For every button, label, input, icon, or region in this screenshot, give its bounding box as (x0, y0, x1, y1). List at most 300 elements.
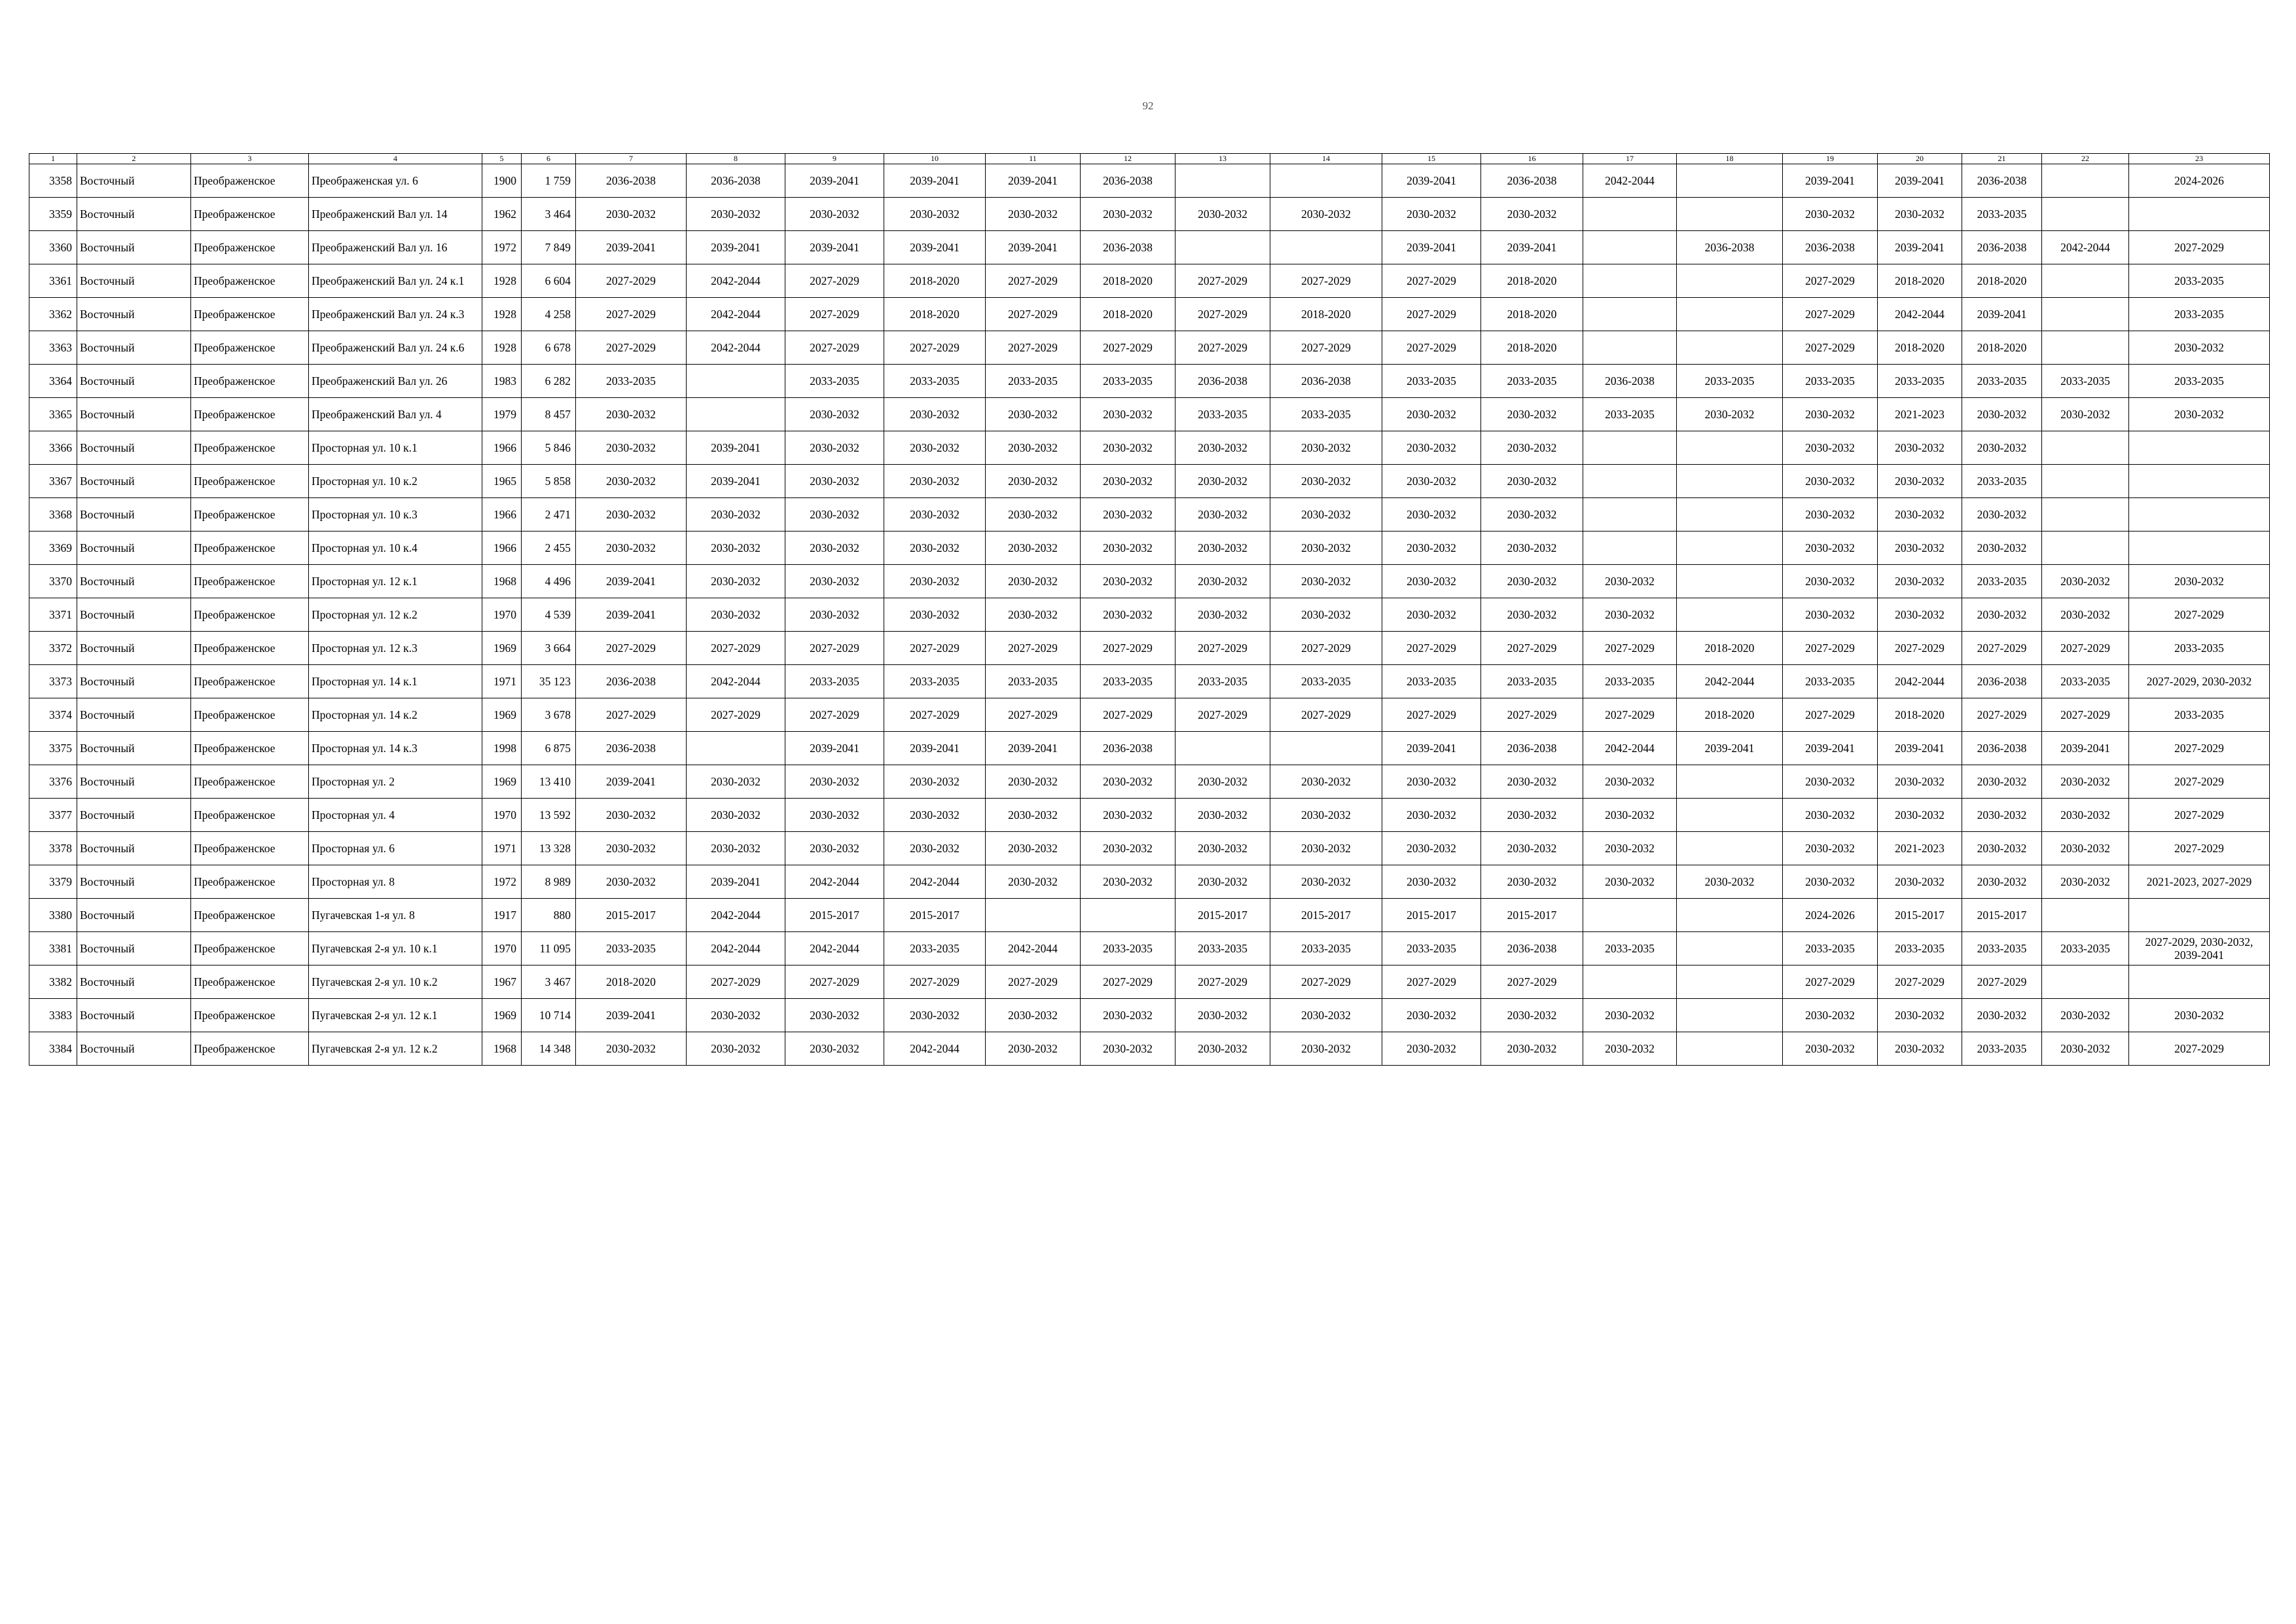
repair-period-cell: 2030-2032 (1481, 498, 1583, 532)
repair-period-cell: 2027-2029 (2129, 765, 2270, 799)
repair-period-cell: 2030-2032 (1481, 198, 1583, 231)
repair-period-cell (1677, 832, 1783, 865)
repair-period-cell: 2036-2038 (1962, 164, 2042, 198)
repair-period-cell: 2027-2029 (2129, 799, 2270, 832)
repair-period-cell: 2027-2029 (576, 331, 687, 365)
repair-period-cell: 2039-2041 (2042, 732, 2129, 765)
area-cell: 35 123 (522, 665, 576, 698)
repair-period-cell: 2036-2038 (687, 164, 785, 198)
area-cell: 14 348 (522, 1032, 576, 1066)
repair-period-cell: 2039-2041 (687, 431, 785, 465)
repair-period-cell: 2027-2029 (986, 298, 1081, 331)
repair-period-cell: 2030-2032 (1270, 1032, 1382, 1066)
address-cell: Преображенский Вал ул. 24 к.3 (309, 298, 482, 331)
okrug-cell: Восточный (77, 565, 191, 598)
repair-period-cell: 2027-2029 (1783, 264, 1878, 298)
repair-period-cell: 2036-2038 (1962, 665, 2042, 698)
repair-period-cell: 2030-2032 (884, 198, 986, 231)
repair-period-cell (1677, 532, 1783, 565)
repair-period-cell: 2030-2032 (2129, 999, 2270, 1032)
repair-period-cell: 2027-2029 (1175, 698, 1270, 732)
repair-period-cell: 2030-2032 (1481, 865, 1583, 899)
district-cell: Преображенское (191, 799, 309, 832)
repair-period-cell: 2030-2032 (1878, 765, 1962, 799)
table-row (29, 965, 2270, 999)
repair-period-cell: 2018-2020 (1677, 632, 1783, 665)
repair-period-cell (1583, 331, 1677, 365)
repair-period-cell: 2033-2035 (1783, 932, 1878, 965)
repair-period-cell: 2030-2032 (1783, 598, 1878, 632)
row-number-cell: 3377 (29, 799, 77, 832)
repair-period-cell: 2036-2038 (1481, 164, 1583, 198)
area-cell: 2 471 (522, 498, 576, 532)
repair-period-cell (1081, 899, 1175, 932)
build-year-cell: 1966 (482, 532, 522, 565)
repair-period-cell (986, 899, 1081, 932)
area-cell: 8 989 (522, 865, 576, 899)
repair-period-cell: 2030-2032 (1081, 799, 1175, 832)
repair-period-cell: 2030-2032 (1583, 865, 1677, 899)
repair-period-cell (1583, 899, 1677, 932)
okrug-cell: Восточный (77, 498, 191, 532)
area-cell: 4 539 (522, 598, 576, 632)
repair-period-cell: 2042-2044 (687, 665, 785, 698)
repair-period-cell: 2027-2029 (1962, 698, 2042, 732)
repair-period-cell (1677, 298, 1783, 331)
build-year-cell: 1970 (482, 598, 522, 632)
district-cell: Преображенское (191, 465, 309, 498)
repair-period-cell: 2027-2029 (1175, 632, 1270, 665)
district-cell: Преображенское (191, 598, 309, 632)
repair-period-cell: 2033-2035 (785, 665, 884, 698)
address-cell: Пугачевская 2-я ул. 10 к.1 (309, 932, 482, 965)
repair-period-cell: 2030-2032 (2042, 765, 2129, 799)
repair-period-cell: 2018-2020 (1081, 298, 1175, 331)
table-row (29, 632, 2270, 665)
repair-period-cell: 2027-2029 (785, 965, 884, 999)
repair-period-cell: 2030-2032 (2129, 398, 2270, 431)
repair-period-cell: 2027-2029 (884, 632, 986, 665)
repair-period-cell (1677, 598, 1783, 632)
area-cell: 6 678 (522, 331, 576, 365)
repair-period-cell: 2030-2032 (1783, 198, 1878, 231)
repair-period-cell: 2030-2032 (986, 832, 1081, 865)
repair-period-cell: 2033-2035 (1878, 932, 1962, 965)
table-row (29, 565, 2270, 598)
row-number-cell: 3359 (29, 198, 77, 231)
repair-period-cell: 2030-2032 (1270, 799, 1382, 832)
area-cell: 13 410 (522, 765, 576, 799)
repair-period-cell: 2033-2035 (1962, 465, 2042, 498)
repair-period-cell: 2033-2035 (1878, 365, 1962, 398)
repair-period-cell: 2039-2041 (785, 732, 884, 765)
repair-period-cell: 2030-2032 (785, 431, 884, 465)
repair-period-cell (1175, 164, 1270, 198)
repair-period-cell: 2030-2032 (884, 565, 986, 598)
district-cell: Преображенское (191, 1032, 309, 1066)
repair-period-cell: 2042-2044 (687, 264, 785, 298)
repair-period-cell: 2027-2029 (2129, 1032, 2270, 1066)
repair-period-cell: 2039-2041 (576, 598, 687, 632)
repair-period-cell: 2027-2029 (2129, 732, 2270, 765)
repair-period-cell (2042, 431, 2129, 465)
build-year-cell: 1969 (482, 698, 522, 732)
table-row (29, 1032, 2270, 1066)
row-number-cell: 3371 (29, 598, 77, 632)
repair-period-cell: 2027-2029 (884, 331, 986, 365)
repair-period-cell: 2033-2035 (576, 932, 687, 965)
repair-period-cell: 2015-2017 (1175, 899, 1270, 932)
repair-period-cell: 2027-2029 (1583, 632, 1677, 665)
repair-period-cell: 2033-2035 (1270, 665, 1382, 698)
repair-period-cell: 2015-2017 (884, 899, 986, 932)
address-cell: Просторная ул. 12 к.3 (309, 632, 482, 665)
repair-period-cell: 2030-2032 (785, 598, 884, 632)
repair-period-cell: 2039-2041 (785, 164, 884, 198)
district-cell: Преображенское (191, 365, 309, 398)
repair-period-cell: 2030-2032 (1481, 532, 1583, 565)
okrug-cell: Восточный (77, 899, 191, 932)
repair-period-cell: 2027-2029 (687, 632, 785, 665)
row-number-cell: 3383 (29, 999, 77, 1032)
repair-period-cell: 2036-2038 (1962, 231, 2042, 264)
address-cell: Просторная ул. 14 к.3 (309, 732, 482, 765)
schedule-table (29, 153, 2270, 1066)
repair-period-cell: 2027-2029 (785, 698, 884, 732)
repair-period-cell: 2030-2032 (1878, 498, 1962, 532)
repair-period-cell: 2030-2032 (1783, 765, 1878, 799)
district-cell: Преображенское (191, 665, 309, 698)
repair-period-cell: 2021-2023, 2027-2029 (2129, 865, 2270, 899)
table-row (29, 231, 2270, 264)
address-cell: Просторная ул. 14 к.1 (309, 665, 482, 698)
repair-period-cell: 2027-2029 (1270, 331, 1382, 365)
repair-period-cell (2129, 965, 2270, 999)
repair-period-cell (1677, 1032, 1783, 1066)
area-cell: 13 328 (522, 832, 576, 865)
repair-period-cell: 2030-2032 (785, 799, 884, 832)
repair-period-cell (1583, 498, 1677, 532)
repair-period-cell: 2030-2032 (687, 565, 785, 598)
repair-period-cell: 2027-2029 (1175, 965, 1270, 999)
table-row (29, 365, 2270, 398)
repair-period-cell (1677, 264, 1783, 298)
row-number-cell: 3384 (29, 1032, 77, 1066)
repair-period-cell: 2030-2032 (1962, 398, 2042, 431)
repair-period-cell: 2030-2032 (576, 532, 687, 565)
repair-period-cell: 2030-2032 (1270, 431, 1382, 465)
repair-period-cell: 2030-2032 (1382, 398, 1481, 431)
repair-period-cell: 2030-2032 (1783, 465, 1878, 498)
build-year-cell: 1983 (482, 365, 522, 398)
repair-period-cell: 2030-2032 (1783, 398, 1878, 431)
repair-period-cell: 2039-2041 (884, 164, 986, 198)
repair-period-cell (1677, 899, 1783, 932)
repair-period-cell: 2018-2020 (576, 965, 687, 999)
repair-period-cell (2129, 465, 2270, 498)
district-cell: Преображенское (191, 431, 309, 465)
repair-period-cell (2042, 965, 2129, 999)
repair-period-cell: 2030-2032 (2129, 565, 2270, 598)
repair-period-cell: 2039-2041 (986, 732, 1081, 765)
repair-period-cell: 2030-2032 (687, 498, 785, 532)
repair-period-cell: 2039-2041 (1783, 164, 1878, 198)
repair-period-cell: 2030-2032 (1878, 598, 1962, 632)
table-row (29, 732, 2270, 765)
repair-period-cell: 2030-2032 (687, 799, 785, 832)
repair-period-cell: 2039-2041 (1878, 732, 1962, 765)
repair-period-cell: 2039-2041 (1962, 298, 2042, 331)
repair-period-cell (687, 398, 785, 431)
repair-period-cell: 2030-2032 (884, 999, 986, 1032)
repair-period-cell: 2027-2029 (1175, 298, 1270, 331)
repair-period-cell: 2030-2032 (785, 765, 884, 799)
repair-period-cell: 2030-2032 (1962, 799, 2042, 832)
district-cell: Преображенское (191, 298, 309, 331)
table-row (29, 465, 2270, 498)
repair-period-cell: 2030-2032 (1962, 598, 2042, 632)
repair-period-cell: 2027-2029 (884, 965, 986, 999)
address-cell: Просторная ул. 10 к.3 (309, 498, 482, 532)
column-number-header: 23 (2129, 154, 2270, 164)
column-number-header-row (29, 154, 2270, 164)
repair-period-cell: 2033-2035 (1175, 665, 1270, 698)
okrug-cell: Восточный (77, 164, 191, 198)
repair-period-cell: 2015-2017 (1270, 899, 1382, 932)
repair-period-cell: 2033-2035 (785, 365, 884, 398)
build-year-cell: 1967 (482, 965, 522, 999)
repair-period-cell: 2042-2044 (884, 1032, 986, 1066)
repair-period-cell: 2027-2029, 2030-2032, 2039-2041 (2129, 932, 2270, 965)
area-cell: 10 714 (522, 999, 576, 1032)
repair-period-cell: 2030-2032 (1175, 765, 1270, 799)
repair-period-cell: 2030-2032 (2042, 398, 2129, 431)
district-cell: Преображенское (191, 331, 309, 365)
repair-period-cell: 2033-2035 (986, 365, 1081, 398)
repair-period-cell: 2030-2032 (687, 999, 785, 1032)
table-row (29, 164, 2270, 198)
repair-period-cell: 2021-2023 (1878, 398, 1962, 431)
repair-period-cell: 2030-2032 (1081, 999, 1175, 1032)
build-year-cell: 1928 (482, 298, 522, 331)
repair-period-cell: 2033-2035 (2129, 264, 2270, 298)
repair-period-cell: 2030-2032 (576, 465, 687, 498)
build-year-cell: 1970 (482, 799, 522, 832)
repair-period-cell: 2039-2041 (1382, 164, 1481, 198)
address-cell: Пугачевская 1-я ул. 8 (309, 899, 482, 932)
repair-period-cell: 2030-2032 (785, 832, 884, 865)
repair-period-cell (1270, 164, 1382, 198)
repair-period-cell: 2027-2029 (1783, 698, 1878, 732)
repair-period-cell: 2027-2029 (785, 331, 884, 365)
repair-period-cell: 2030-2032 (785, 465, 884, 498)
repair-period-cell (1270, 231, 1382, 264)
repair-period-cell (2129, 498, 2270, 532)
repair-period-cell: 2030-2032 (1481, 1032, 1583, 1066)
repair-period-cell: 2027-2029 (986, 698, 1081, 732)
repair-period-cell: 2030-2032 (884, 532, 986, 565)
repair-period-cell: 2027-2029 (884, 698, 986, 732)
repair-period-cell: 2033-2035 (2042, 932, 2129, 965)
repair-period-cell: 2030-2032 (1962, 431, 2042, 465)
repair-period-cell: 2042-2044 (1677, 665, 1783, 698)
repair-period-cell: 2030-2032 (884, 498, 986, 532)
repair-period-cell: 2027-2029 (986, 632, 1081, 665)
repair-period-cell: 2030-2032 (884, 431, 986, 465)
repair-period-cell: 2030-2032 (884, 799, 986, 832)
repair-period-cell: 2030-2032 (576, 1032, 687, 1066)
repair-period-cell: 2030-2032 (1081, 398, 1175, 431)
repair-period-cell: 2030-2032 (1962, 999, 2042, 1032)
repair-period-cell: 2030-2032 (1783, 431, 1878, 465)
repair-period-cell: 2027-2029 (576, 698, 687, 732)
repair-period-cell: 2033-2035 (1583, 398, 1677, 431)
area-cell: 880 (522, 899, 576, 932)
repair-period-cell: 2030-2032 (1783, 799, 1878, 832)
row-number-cell: 3368 (29, 498, 77, 532)
table-row (29, 899, 2270, 932)
address-cell: Пугачевская 2-я ул. 12 к.1 (309, 999, 482, 1032)
row-number-cell: 3381 (29, 932, 77, 965)
build-year-cell: 1970 (482, 932, 522, 965)
repair-period-cell: 2036-2038 (1481, 932, 1583, 965)
repair-period-cell: 2030-2032 (1583, 1032, 1677, 1066)
repair-period-cell: 2030-2032 (1081, 532, 1175, 565)
repair-period-cell: 2033-2035 (1481, 665, 1583, 698)
district-cell: Преображенское (191, 732, 309, 765)
build-year-cell: 1928 (482, 264, 522, 298)
row-number-cell: 3366 (29, 431, 77, 465)
repair-period-cell: 2030-2032 (1382, 431, 1481, 465)
repair-period-cell: 2033-2035 (1962, 565, 2042, 598)
repair-period-cell: 2018-2020 (1081, 264, 1175, 298)
area-cell: 3 467 (522, 965, 576, 999)
table-row (29, 799, 2270, 832)
repair-period-cell: 2039-2041 (576, 231, 687, 264)
table-row (29, 765, 2270, 799)
row-number-cell: 3367 (29, 465, 77, 498)
repair-period-cell: 2036-2038 (1081, 231, 1175, 264)
repair-period-cell: 2030-2032 (1583, 765, 1677, 799)
repair-period-cell (1677, 799, 1783, 832)
repair-period-cell: 2030-2032 (2042, 865, 2129, 899)
okrug-cell: Восточный (77, 298, 191, 331)
repair-period-cell: 2033-2035 (1175, 398, 1270, 431)
repair-period-cell: 2030-2032 (1481, 799, 1583, 832)
repair-period-cell: 2039-2041 (687, 231, 785, 264)
repair-period-cell: 2030-2032 (1270, 765, 1382, 799)
repair-period-cell: 2036-2038 (1962, 732, 2042, 765)
repair-period-cell: 2030-2032 (986, 598, 1081, 632)
district-cell: Преображенское (191, 698, 309, 732)
column-number-header: 16 (1481, 154, 1583, 164)
repair-period-cell: 2018-2020 (1481, 264, 1583, 298)
build-year-cell: 1966 (482, 498, 522, 532)
repair-period-cell: 2027-2029 (1878, 632, 1962, 665)
repair-period-cell: 2030-2032 (785, 398, 884, 431)
row-number-cell: 3376 (29, 765, 77, 799)
table-row (29, 431, 2270, 465)
build-year-cell: 1969 (482, 632, 522, 665)
repair-period-cell: 2033-2035 (2129, 698, 2270, 732)
district-cell: Преображенское (191, 231, 309, 264)
repair-period-cell: 2030-2032 (1783, 532, 1878, 565)
repair-period-cell: 2033-2035 (1583, 665, 1677, 698)
repair-period-cell: 2036-2038 (1677, 231, 1783, 264)
repair-period-cell (1583, 198, 1677, 231)
table-row (29, 598, 2270, 632)
area-cell: 7 849 (522, 231, 576, 264)
area-cell: 4 258 (522, 298, 576, 331)
okrug-cell: Восточный (77, 732, 191, 765)
repair-period-cell: 2039-2041 (687, 865, 785, 899)
schedule-table-wrapper (29, 153, 2267, 1066)
repair-period-cell: 2030-2032 (1175, 799, 1270, 832)
repair-period-cell (1677, 164, 1783, 198)
repair-period-cell: 2030-2032 (1175, 431, 1270, 465)
repair-period-cell: 2018-2020 (1878, 264, 1962, 298)
repair-period-cell: 2036-2038 (576, 665, 687, 698)
repair-period-cell: 2030-2032 (986, 398, 1081, 431)
repair-period-cell: 2033-2035 (1270, 932, 1382, 965)
repair-period-cell: 2030-2032 (986, 1032, 1081, 1066)
repair-period-cell: 2030-2032 (1382, 765, 1481, 799)
repair-period-cell: 2030-2032 (1962, 532, 2042, 565)
repair-period-cell: 2030-2032 (1481, 398, 1583, 431)
repair-period-cell: 2030-2032 (986, 532, 1081, 565)
repair-period-cell: 2042-2044 (785, 932, 884, 965)
repair-period-cell: 2027-2029 (1382, 632, 1481, 665)
repair-period-cell: 2030-2032 (1270, 198, 1382, 231)
area-cell: 13 592 (522, 799, 576, 832)
repair-period-cell: 2030-2032 (1270, 498, 1382, 532)
repair-period-cell: 2030-2032 (1175, 532, 1270, 565)
repair-period-cell: 2027-2029 (1382, 698, 1481, 732)
repair-period-cell: 2030-2032 (1081, 598, 1175, 632)
repair-period-cell: 2027-2029 (1270, 264, 1382, 298)
repair-period-cell: 2030-2032 (1382, 832, 1481, 865)
repair-period-cell: 2030-2032 (986, 565, 1081, 598)
repair-period-cell: 2030-2032 (1382, 999, 1481, 1032)
area-cell: 5 858 (522, 465, 576, 498)
repair-period-cell: 2033-2035 (2129, 298, 2270, 331)
repair-period-cell: 2030-2032 (1878, 198, 1962, 231)
district-cell: Преображенское (191, 899, 309, 932)
column-number-header: 3 (191, 154, 309, 164)
repair-period-cell: 2030-2032 (1783, 1032, 1878, 1066)
address-cell: Просторная ул. 2 (309, 765, 482, 799)
column-number-header: 6 (522, 154, 576, 164)
repair-period-cell (1677, 565, 1783, 598)
repair-period-cell: 2039-2041 (986, 231, 1081, 264)
column-number-header: 22 (2042, 154, 2129, 164)
repair-period-cell: 2036-2038 (1270, 365, 1382, 398)
repair-period-cell: 2030-2032 (1382, 532, 1481, 565)
repair-period-cell: 2030-2032 (986, 431, 1081, 465)
repair-period-cell (1677, 965, 1783, 999)
repair-period-cell: 2027-2029 (1962, 965, 2042, 999)
column-number-header: 19 (1783, 154, 1878, 164)
repair-period-cell: 2030-2032 (2042, 565, 2129, 598)
repair-period-cell: 2030-2032 (884, 765, 986, 799)
repair-period-cell: 2042-2044 (884, 865, 986, 899)
okrug-cell: Восточный (77, 331, 191, 365)
address-cell: Просторная ул. 12 к.2 (309, 598, 482, 632)
repair-period-cell: 2030-2032 (687, 532, 785, 565)
repair-period-cell: 2027-2029 (2042, 632, 2129, 665)
table-row (29, 865, 2270, 899)
repair-period-cell: 2042-2044 (687, 298, 785, 331)
